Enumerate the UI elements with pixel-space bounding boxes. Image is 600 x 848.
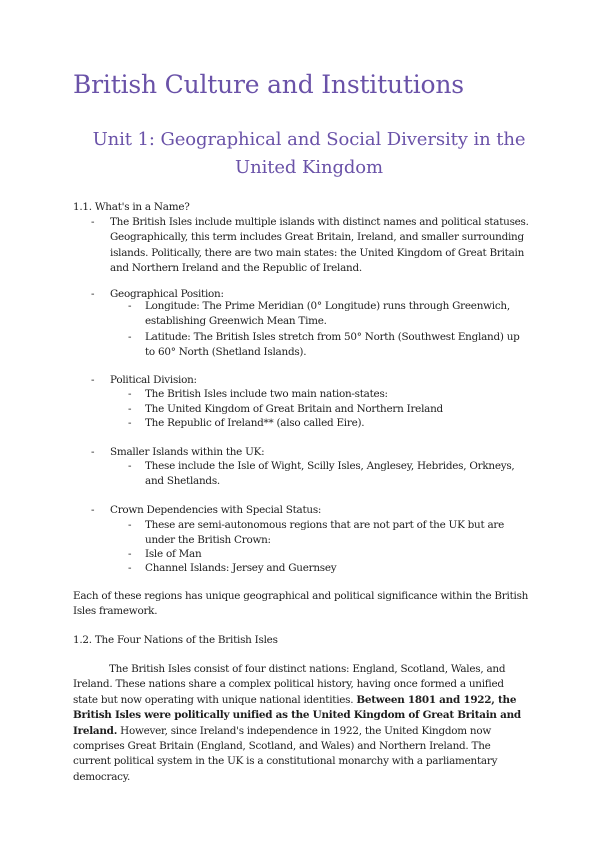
bullet-dash: - — [128, 331, 132, 343]
longitude-item: Longitude: The Prime Meridian (0° Longitude) runs through Greenwich, establishing Greenwich Mean Time. — [145, 300, 510, 328]
closing-paragraph: Each of these regions has unique geographical and political significance within the British Isles framework. — [73, 590, 529, 618]
section-1-2-heading: 1.2. The Four Nations of the British Isles — [73, 634, 278, 646]
political-item-3: The Republic of Ireland** (also called Eire). — [145, 417, 365, 429]
political-item-1: The British Isles include two main nation-states: — [145, 388, 388, 400]
bullet-dash: - — [91, 288, 95, 300]
paragraph-text-end: However, since Ireland's independence in 1922, the United Kingdom now comprises Great Britain (England, Scotland, and Wales) and Northern Ireland. The current political system in the UK is a constitutional monarchy with a parliamentary democracy. — [73, 724, 498, 783]
intro-paragraph: The British Isles include multiple islands with distinct names and political statuses. Geographically, this term includes Great Britain, Ireland, and smaller surrounding islands. Politically, there are two main states: the United Kingdom of Great Britain and Northern Ireland and the Republic of Ireland. — [110, 216, 529, 275]
crown-item-3: Channel Islands: Jersey and Guernsey — [145, 562, 337, 574]
crown-item-1: These are semi-autonomous regions that are not part of the UK but are under the British Crown: — [145, 519, 505, 547]
bullet-dash: - — [91, 374, 95, 386]
bullet-dash: - — [91, 504, 95, 516]
bullet-dash: - — [128, 417, 132, 429]
bullet-dash: - — [128, 562, 132, 574]
bullet-dash: - — [128, 460, 132, 472]
political-item-2: The United Kingdom of Great Britain and Northern Ireland — [145, 403, 443, 415]
unit-title: Unit 1: Geographical and Social Diversity in the United Kingdom — [92, 129, 526, 178]
bullet-dash: - — [128, 519, 132, 531]
bullet-dash: - — [91, 446, 95, 458]
geographical-position-label: Geographical Position: — [110, 288, 224, 300]
bullet-dash: - — [128, 300, 132, 312]
bullet-dash: - — [128, 403, 132, 415]
crown-dependencies-label: Crown Dependencies with Special Status: — [110, 504, 322, 516]
paragraph-text-start: The British Isles consist of four distinct nations: England, Scotland, Wales, and Ireland. These nations share a complex political history, having once formed a unified state but now operating with unique national identities. — [73, 663, 506, 706]
smaller-islands-item: These include the Isle of Wight, Scilly Isles, Anglesey, Hebrides, Orkneys, and Shetlands. — [145, 460, 515, 488]
bullet-dash: - — [128, 388, 132, 400]
paragraph-bold-text: Between 1801 and 1922, the British Isles were politically unified as the United Kingdom of Great Britain and Ireland. — [73, 693, 521, 737]
section-1-1-heading: 1.1. What's in a Name? — [73, 201, 190, 213]
crown-item-2: Isle of Man — [145, 548, 202, 560]
four-nations-paragraph — [73, 662, 531, 785]
political-division-label: Political Division: — [110, 374, 197, 386]
latitude-item: Latitude: The British Isles stretch from 50° North (Southwest England) up to 60° North (Shetland Islands). — [145, 331, 520, 359]
document-title: British Culture and Institutions — [73, 70, 464, 99]
bullet-dash: - — [128, 548, 132, 560]
smaller-islands-label: Smaller Islands within the UK: — [110, 446, 265, 458]
bullet-dash: - — [91, 216, 95, 228]
